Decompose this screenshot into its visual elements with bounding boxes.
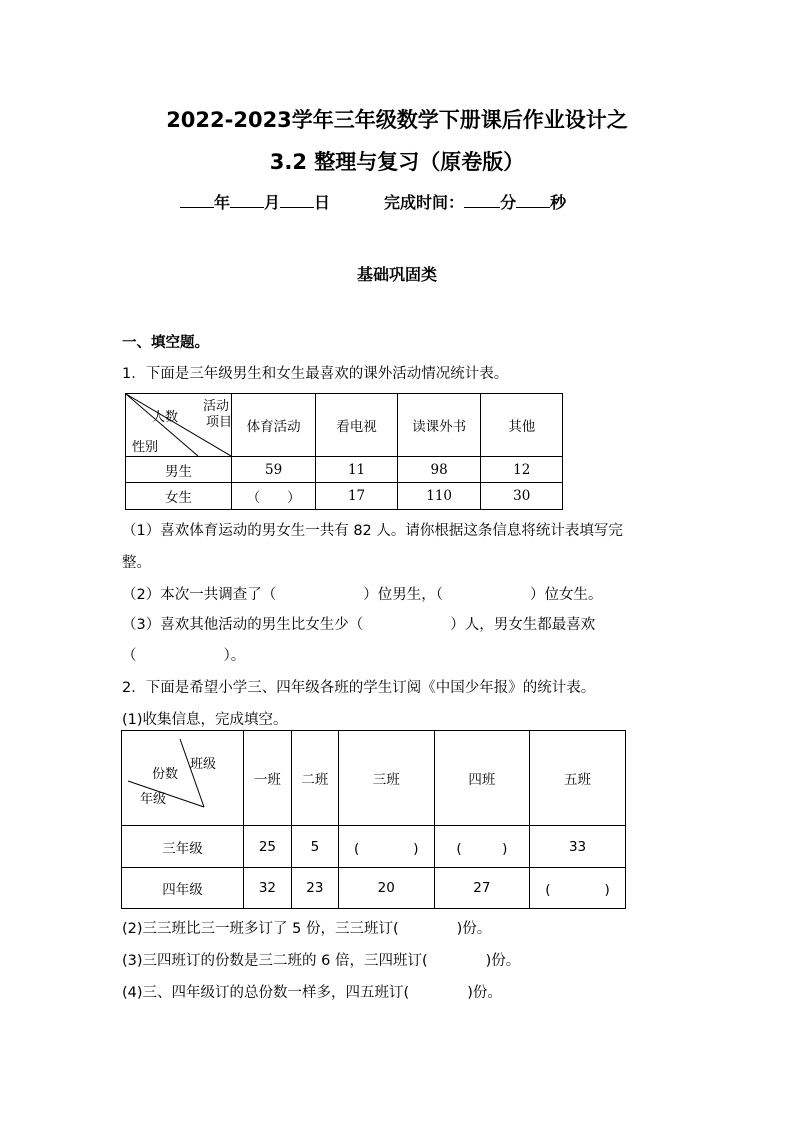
col-header: 看电视 [316,394,398,457]
cell: 59 [232,457,316,483]
table-row [122,868,626,909]
cell: 27 [434,868,529,909]
row-label: 三年级 [122,826,244,868]
q1-intro: 1．下面是三年级男生和女生最喜欢的课外活动情况统计表。 [122,366,509,382]
cell: 17 [316,483,398,510]
corner-activity: 活动 [203,399,230,414]
corner-copies: 份数 [152,767,179,782]
minute-label: 分 [500,193,517,212]
q1-sub1-a: （1）喜欢体育运动的男女生一共有 82 人。请你根据这条信息将统计表填写完 [122,523,623,539]
col-header: 一班 [244,731,292,826]
cell: 98 [397,457,481,483]
day-label: 日 [314,193,331,212]
time-label: 完成时间： [384,193,465,212]
title-line2: 3.2 整理与复习（原卷版） [269,150,525,174]
cell: 25 [244,826,292,868]
month-blank[interactable] [230,193,264,208]
table-row [126,457,563,483]
corner-item: 项目 [206,415,233,430]
year-blank[interactable] [180,193,214,208]
q2-s4: (4)三、四年级订的总份数一样多，四五班订( )份。 [122,985,502,1001]
q1-sub3-b: （ ）。 [122,648,246,664]
cell: 5 [291,826,338,868]
cell: 30 [481,483,563,510]
q2-table [121,730,626,909]
cell: 110 [397,483,481,510]
col-header: 三班 [338,731,434,826]
q1-header-corner [126,394,232,457]
col-header: 读课外书 [397,394,481,457]
blank-cell[interactable]: （ ） [232,483,316,510]
col-header: 四班 [434,731,529,826]
section-heading: 基础巩固类 [356,265,437,284]
corner-grade: 年级 [140,792,167,807]
cell: 33 [530,826,626,868]
day-blank[interactable] [280,193,314,208]
cell: 23 [291,868,338,909]
cell: 32 [244,868,292,909]
col-header: 二班 [291,731,338,826]
table-row [126,483,563,510]
cell: 12 [481,457,563,483]
col-header: 其他 [481,394,563,457]
blank-cell[interactable]: ( ) [338,826,434,868]
part1-heading: 一、填空题。 [122,335,209,351]
corner-class: 班级 [190,757,217,772]
year-label: 年 [214,193,231,212]
minute-blank[interactable] [464,193,500,208]
blank-cell[interactable]: ( ) [530,868,626,909]
row-label: 四年级 [122,868,244,909]
q2-header-corner [122,731,244,826]
q1-table [125,393,563,510]
q2-s3: (3)三四班订的份数是三二班的 6 倍，三四班订( )份。 [122,953,521,969]
title-line1: 2022-2023学年三年级数学下册课后作业设计之 [166,108,628,132]
second-blank[interactable] [516,193,550,208]
month-label: 月 [264,193,281,212]
col-header: 五班 [530,731,626,826]
second-label: 秒 [550,193,567,212]
q1-sub1-b: 整。 [122,555,151,571]
cell: 20 [338,868,434,909]
corner-gender: 性别 [132,440,159,455]
blank-cell[interactable]: ( ) [434,826,529,868]
row-label: 女生 [126,483,232,510]
date-line [180,190,566,213]
col-header: 体育活动 [232,394,316,457]
q2-sub-intro: (1)收集信息，完成填空。 [122,712,288,728]
q1-sub3-a: （3）喜欢其他活动的男生比女生少（ ）人，男女生都最喜欢 [122,617,596,633]
corner-count: 人数 [152,410,179,425]
q2-s2: (2)三三班比三一班多订了 5 份，三三班订( )份。 [122,921,492,937]
row-label: 男生 [126,457,232,483]
table-row [122,826,626,868]
q2-intro: 2．下面是希望小学三、四年级各班的学生订阅《中国少年报》的统计表。 [122,680,596,696]
q1-sub2: （2）本次一共调查了（ ）位男生，（ ）位女生。 [122,587,603,603]
cell: 11 [316,457,398,483]
